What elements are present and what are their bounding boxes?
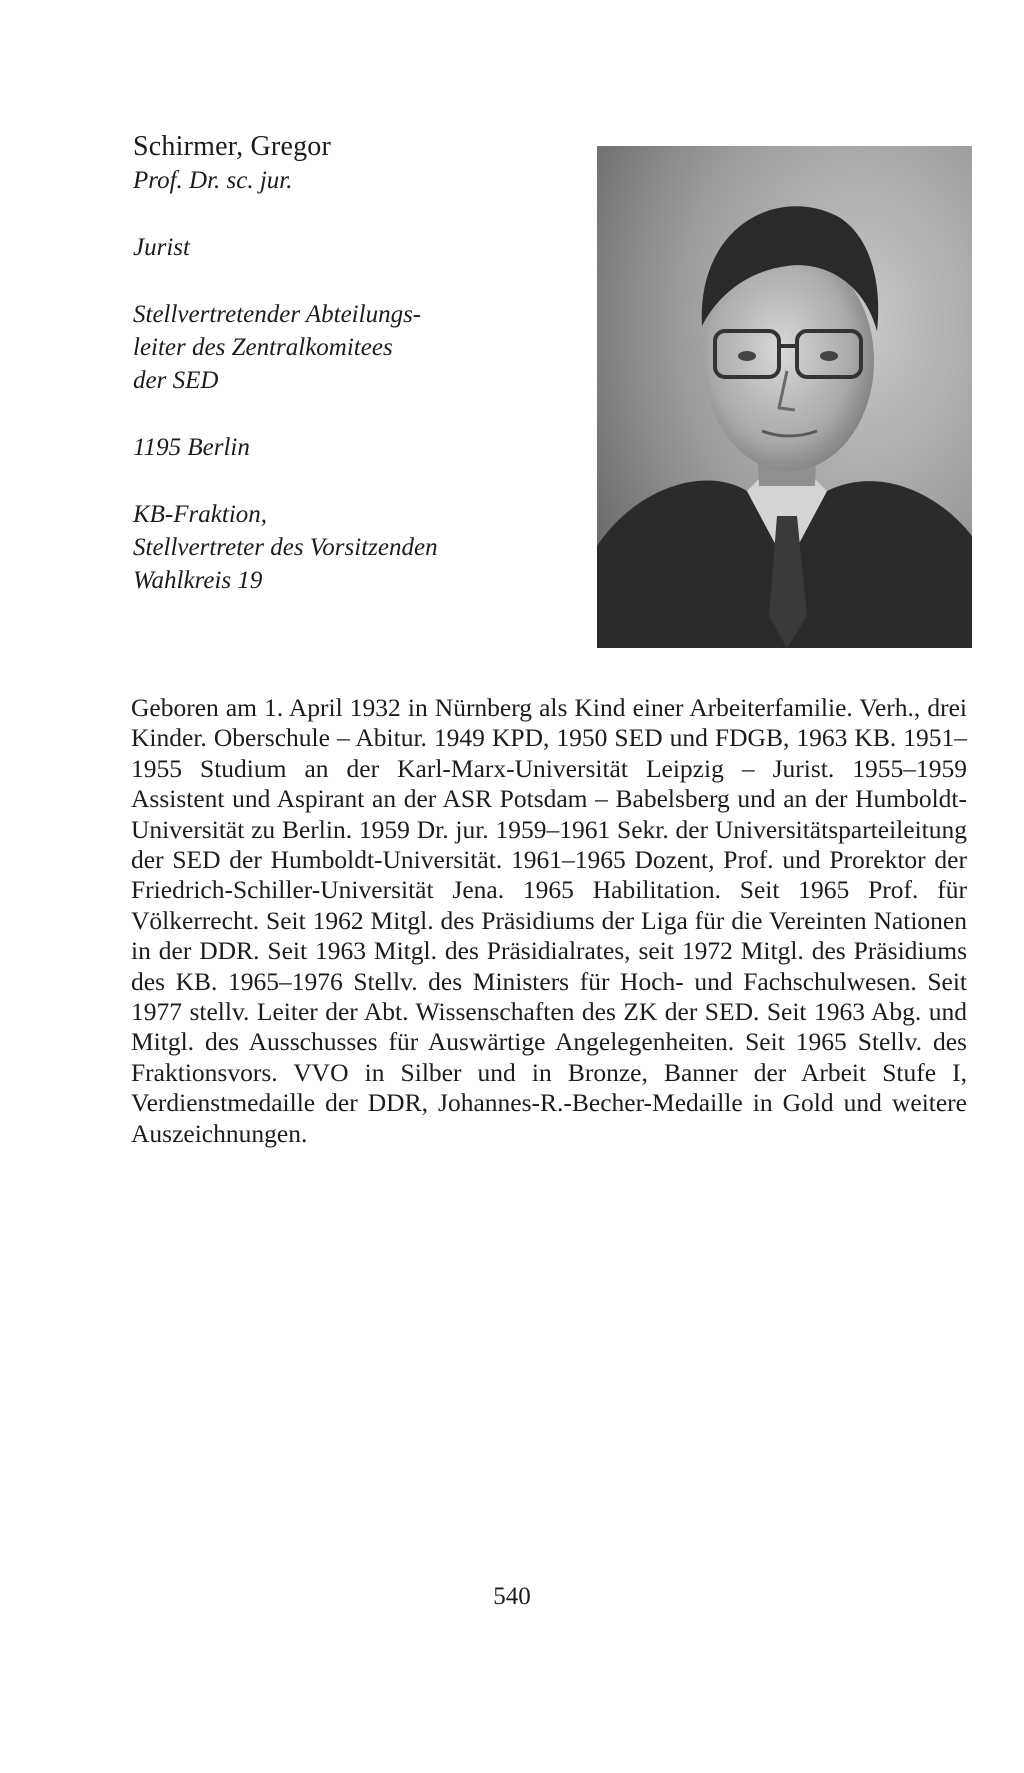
fraction-info: KB-Fraktion, Stellvertreter des Vorsitzenden Wahlkreis 19: [133, 501, 438, 594]
academic-title: Prof. Dr. sc. jur.: [133, 167, 293, 194]
profession: Jurist: [133, 234, 190, 261]
page-number: 540: [493, 1583, 531, 1610]
position: Stellvertretender Abteilungs- leiter des Zentralkomitees der SED: [133, 301, 422, 394]
person-name: Schirmer, Gregor: [133, 131, 332, 162]
entry-header: [133, 130, 603, 597]
address: 1195 Berlin: [133, 434, 250, 461]
portrait-photo: [597, 146, 972, 648]
biography-text: Geboren am 1. April 1932 in Nürnberg als Kind einer Arbeiterfamilie. Verh., drei Kinder. Oberschule – Abitur. 1949 KPD, 1950 SED und FDGB, 1963 KB. 1951–1955 Studium an der Karl-Marx-Universität Leipzig – Jurist. 1955–1959 Assistent und Aspirant an der ASR Potsdam – Babelsberg und an der Humboldt-Universität zu Berlin. 1959 Dr. jur. 1959–1961 Sekr. der Universitätsparteileitung der SED der Humboldt-Universität. 1961–1965 Dozent, Prof. und Prorektor der Friedrich-Schiller-Universität Jena. 1965 Habilitation. Seit 1965 Prof. für Völkerrecht. Seit 1962 Mitgl. des Präsidiums der Liga für die Vereinten Nationen in der DDR. Seit 1963 Mitgl. des Präsidialrates, seit 1972 Mitgl. des Präsidiums des KB. 1965–1976 Stellv. des Ministers für Hoch- und Fachschulwesen. Seit 1977 stellv. Leiter der Abt. Wissenschaften des ZK der SED. Seit 1963 Abg. und Mitgl. des Ausschusses für Auswärtige Angelegenheiten. Seit 1965 Stellv. des Fraktionsvors. VVO in Silber und in Bronze, Banner der Arbeit Stufe I, Verdienstmedaille der DDR, Johannes-R.-Becher-Medaille in Gold und weitere Auszeichnungen.: [131, 693, 967, 1148]
portrait-photo-icon: [597, 146, 972, 648]
